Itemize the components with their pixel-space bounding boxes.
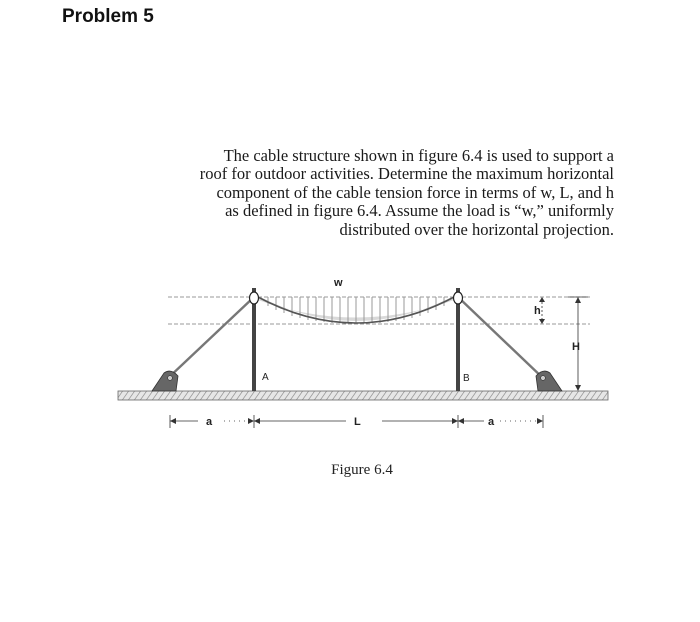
support-a-label: A <box>262 372 269 383</box>
offset-left-label: a <box>206 416 213 428</box>
tower-a-saddle <box>250 292 259 304</box>
ground <box>118 391 608 400</box>
statement-line-3: component of the cable tension force in terms of w, L, and h <box>216 182 614 202</box>
problem-heading: Problem 5 <box>62 6 154 27</box>
figure-caption: Figure 6.4 <box>331 462 393 478</box>
left-backstay <box>166 297 254 380</box>
left-anchor-pin <box>168 376 173 381</box>
height-label: H <box>572 341 580 353</box>
right-anchor <box>536 371 562 391</box>
sag-label: h <box>534 305 541 317</box>
left-anchor <box>152 371 178 391</box>
statement-line-4: as defined in figure 6.4. Assume the load is “w,” uniformly <box>225 201 614 221</box>
statement-line-2: roof for outdoor activities. Determine the maximum horizontal <box>199 164 614 184</box>
offset-right-label: a <box>488 416 495 428</box>
support-b-label: B <box>463 373 470 384</box>
span-label: L <box>354 416 361 428</box>
right-anchor-pin <box>541 376 546 381</box>
statement-line-1: The cable structure shown in figure 6.4 is used to support a <box>223 146 614 165</box>
tower-b-saddle <box>454 292 463 304</box>
right-backstay <box>458 297 545 380</box>
load-label: w <box>334 277 343 289</box>
statement-line-5: distributed over the horizontal projection. <box>339 219 614 239</box>
